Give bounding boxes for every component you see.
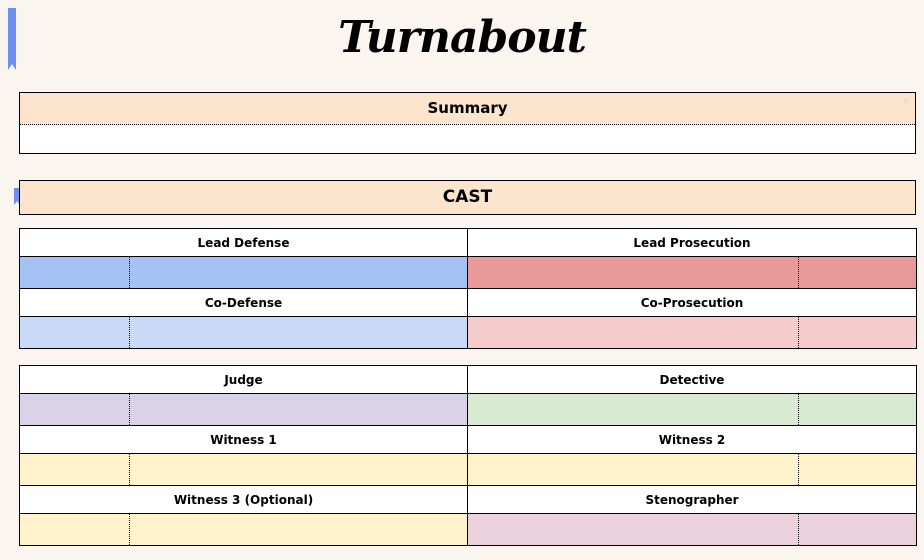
others-table <box>19 365 917 546</box>
collapse-arrow-icon[interactable]: ▿ <box>903 97 909 107</box>
role-name-row <box>20 317 917 349</box>
cell-divider <box>798 317 799 348</box>
role-label-row <box>20 229 917 257</box>
role-name-row <box>20 394 917 426</box>
cell-divider <box>798 257 799 288</box>
role-name-row <box>20 454 917 486</box>
role-name-cell-lead-prosecution[interactable] <box>468 257 917 289</box>
summary-header <box>20 93 915 125</box>
role-label-witness-2: Witness 2 <box>468 426 917 454</box>
role-name-cell-co-defense[interactable] <box>20 317 468 349</box>
role-label-judge: Judge <box>20 366 468 394</box>
role-label-lead-defense: Lead Defense <box>20 229 468 257</box>
role-label-witness-1: Witness 1 <box>20 426 468 454</box>
role-name-cell-detective[interactable] <box>468 394 917 426</box>
role-name-cell-judge[interactable] <box>20 394 468 426</box>
cell-divider <box>798 394 799 425</box>
summary-section <box>19 92 916 154</box>
role-name-cell-lead-defense[interactable] <box>20 257 468 289</box>
cell-divider <box>798 514 799 545</box>
cast-header: CAST <box>19 180 916 215</box>
role-label-row <box>20 366 917 394</box>
role-label-detective: Detective <box>468 366 917 394</box>
role-label-row <box>20 426 917 454</box>
role-name-cell-witness-3-optional[interactable] <box>20 514 468 546</box>
role-name-cell-witness-2[interactable] <box>468 454 917 486</box>
role-label-row <box>20 289 917 317</box>
cell-divider <box>129 257 130 288</box>
role-label-stenographer: Stenographer <box>468 486 917 514</box>
cell-divider <box>798 454 799 485</box>
role-name-row <box>20 257 917 289</box>
role-name-row <box>20 514 917 546</box>
summary-header-label: Summary <box>427 99 508 117</box>
page-title: Turnabout <box>338 12 586 63</box>
cell-divider <box>129 454 130 485</box>
cell-divider <box>129 317 130 348</box>
role-label-co-prosecution: Co-Prosecution <box>468 289 917 317</box>
role-label-co-defense: Co-Defense <box>20 289 468 317</box>
cell-divider <box>129 394 130 425</box>
summary-body[interactable] <box>20 125 915 153</box>
role-label-witness-3-optional: Witness 3 (Optional) <box>20 486 468 514</box>
role-name-cell-witness-1[interactable] <box>20 454 468 486</box>
cell-divider <box>129 514 130 545</box>
attorneys-table <box>19 228 917 349</box>
role-name-cell-stenographer[interactable] <box>468 514 917 546</box>
role-label-row <box>20 486 917 514</box>
role-label-lead-prosecution: Lead Prosecution <box>468 229 917 257</box>
role-name-cell-co-prosecution[interactable] <box>468 317 917 349</box>
